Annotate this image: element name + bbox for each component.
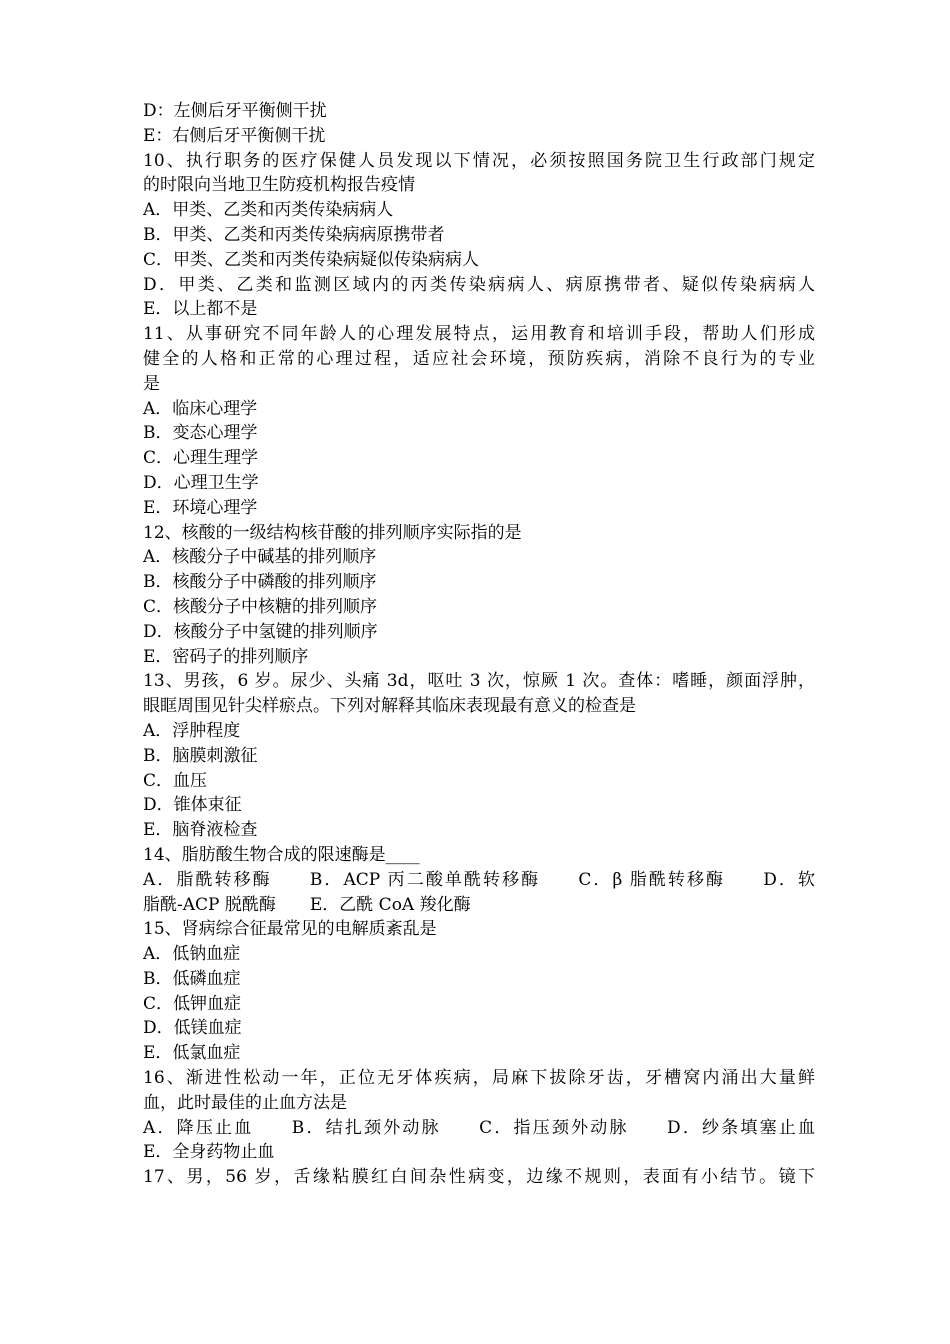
answer-option-line: B．甲类、乙类和丙类传染病病原携带者 bbox=[143, 224, 445, 245]
answer-option-line: E．脑脊液检查 bbox=[143, 820, 258, 841]
question-text-line: 眼眶周围见针尖样瘀点。下列对解释其临床表现最有意义的检查是 bbox=[143, 696, 636, 717]
answer-option-line: C．心理生理学 bbox=[143, 448, 259, 469]
answer-option-line: D．核酸分子中氢键的排列顺序 bbox=[143, 621, 378, 642]
answer-option-line: 脂酰-ACP 脱酰酶 E．乙酰 CoA 羧化酶 bbox=[143, 894, 471, 915]
answer-option-line: A．低钠血症 bbox=[143, 944, 241, 965]
answer-option-line: D．甲类、乙类和监测区域内的丙类传染病病人、病原携带者、疑似传染病病人 bbox=[143, 274, 815, 295]
answer-option-line: A．临床心理学 bbox=[143, 398, 258, 419]
answer-option-line: E．环境心理学 bbox=[143, 497, 258, 518]
answer-option-line: C．血压 bbox=[143, 770, 208, 791]
answer-option-line: A．甲类、乙类和丙类传染病病人 bbox=[143, 200, 394, 221]
question-text-line: 健全的人格和正常的心理过程，适应社会环境，预防疾病，消除不良行为的专业 bbox=[143, 348, 815, 369]
question-text-line: 16、渐进性松动一年，正位无牙体疾病，局麻下拔除牙齿，牙槽窝内涌出大量鲜 bbox=[143, 1068, 815, 1089]
answer-option-line: C．甲类、乙类和丙类传染病疑似传染病病人 bbox=[143, 249, 480, 270]
answer-option-line: D：左侧后牙平衡侧干扰 bbox=[143, 101, 327, 121]
answer-option-line: B．核酸分子中磷酸的排列顺序 bbox=[143, 572, 377, 593]
document-page bbox=[143, 99, 815, 1190]
question-text-line: 血，此时最佳的止血方法是 bbox=[143, 1092, 347, 1113]
answer-option-line: D．心理卫生学 bbox=[143, 472, 259, 493]
answer-option-line: A．降压止血 B．结扎颈外动脉 C．指压颈外动脉 D．纱条填塞止血 bbox=[143, 1117, 815, 1138]
question-text-line: 14、脂肪酸生物合成的限速酶是____ bbox=[143, 844, 420, 865]
answer-option-line: B．变态心理学 bbox=[143, 423, 258, 444]
answer-option-line: C．低钾血症 bbox=[143, 993, 242, 1014]
answer-option-line: E．以上都不是 bbox=[143, 299, 258, 320]
answer-option-line: D．锥体束征 bbox=[143, 795, 242, 816]
question-text-line: 是 bbox=[143, 373, 160, 394]
answer-option-line: A．核酸分子中碱基的排列顺序 bbox=[143, 547, 377, 568]
answer-option-line: D．低镁血症 bbox=[143, 1018, 242, 1039]
question-text-line: 12、核酸的一级结构核苷酸的排列顺序实际指的是 bbox=[143, 522, 522, 543]
answer-option-line: A．脂酰转移酶 B．ACP 丙二酸单酰转移酶 C．β 脂酰转移酶 D．软 bbox=[143, 869, 815, 890]
answer-option-line: B．低磷血症 bbox=[143, 968, 241, 989]
question-text-line: 的时限向当地卫生防疫机构报告疫情 bbox=[143, 175, 415, 196]
answer-option-line: E．密码子的排列顺序 bbox=[143, 646, 309, 667]
answer-option-line: E．全身药物止血 bbox=[143, 1142, 275, 1163]
answer-option-line: E：右侧后牙平衡侧干扰 bbox=[143, 125, 326, 146]
question-text-line: 17、男，56 岁，舌缘粘膜红白间杂性病变，边缘不规则，表面有小结节。镜下 bbox=[143, 1167, 815, 1188]
answer-option-line: E．低氯血症 bbox=[143, 1043, 241, 1064]
question-text-line: 15、肾病综合征最常见的电解质紊乱是 bbox=[143, 919, 437, 940]
answer-option-line: C．核酸分子中核糖的排列顺序 bbox=[143, 596, 378, 617]
answer-option-line: A．浮肿程度 bbox=[143, 720, 241, 741]
question-text-line: 11、从事研究不同年龄人的心理发展特点，运用教育和培训手段，帮助人们形成 bbox=[143, 324, 815, 345]
question-text-line: 13、男孩，6 岁。尿少、头痛 3d，呕吐 3 次，惊厥 1 次。查体：嗜睡，颜面浮肿， bbox=[143, 671, 815, 692]
question-text-line: 10、执行职务的医疗保健人员发现以下情况，必须按照国务院卫生行政部门规定 bbox=[143, 150, 815, 171]
answer-option-line: B．脑膜刺激征 bbox=[143, 745, 258, 766]
